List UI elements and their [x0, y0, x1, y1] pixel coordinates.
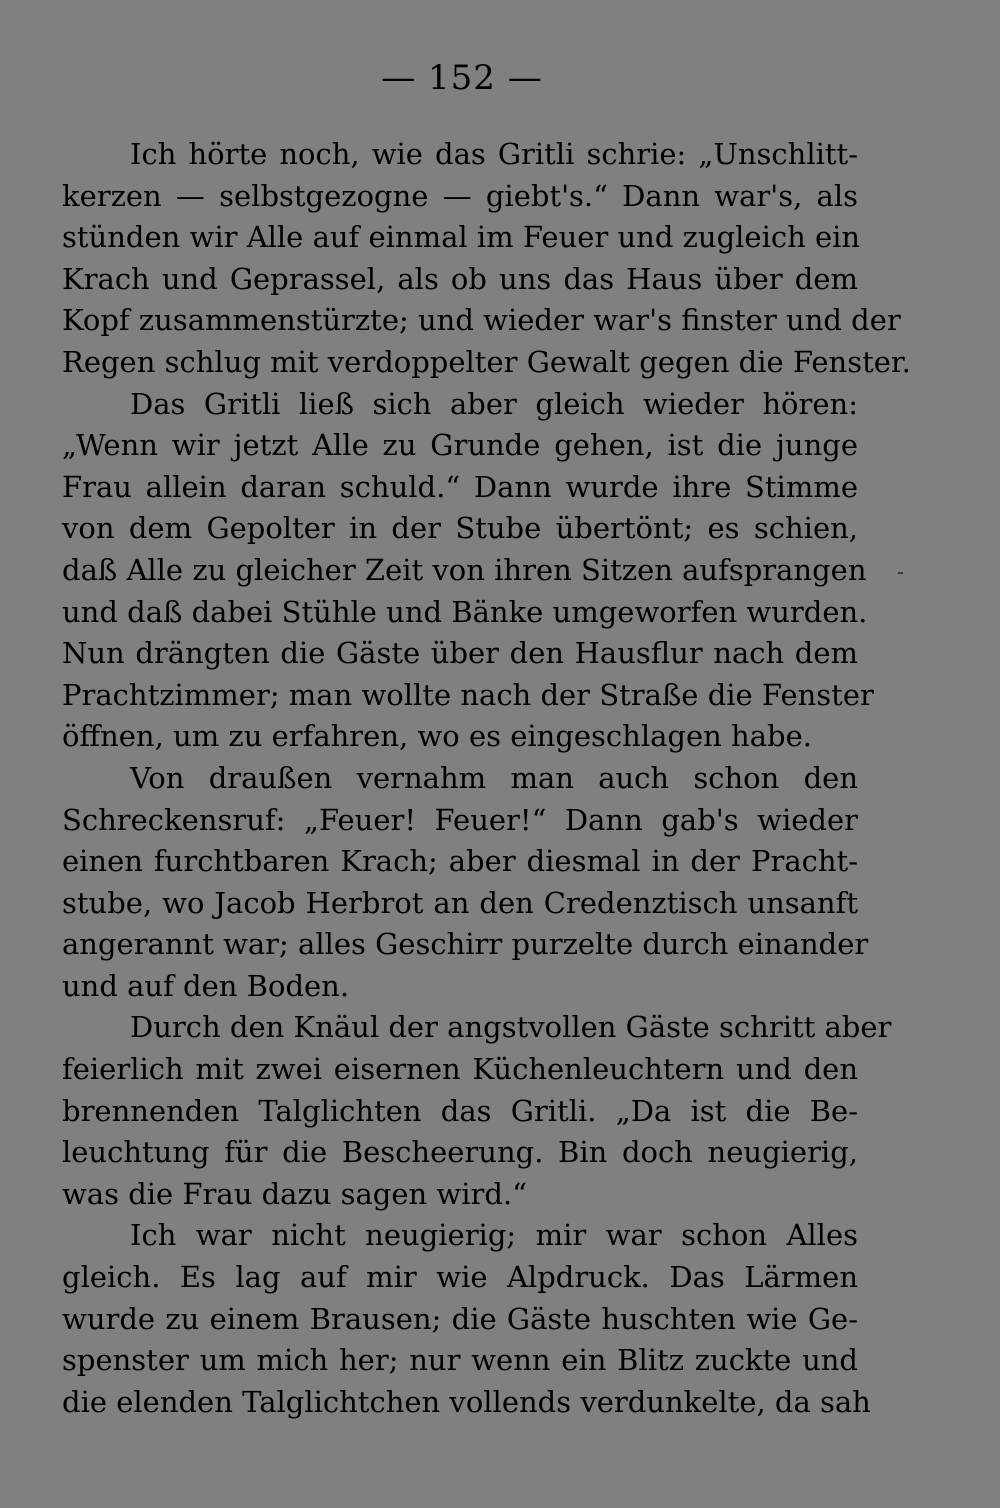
text-line: von dem Gepolter in der Stube übertönt; es schien,	[62, 511, 858, 546]
text-line: öffnen, um zu erfahren, wo es eingeschlagen habe.	[62, 719, 812, 754]
text-line: „Wenn wir jetzt Alle zu Grunde gehen, ist die junge	[62, 428, 858, 463]
text-line: kerzen — selbstgezogne — giebt's.“ Dann war's, als	[62, 178, 858, 213]
text-line: Frau allein daran schuld.“ Dann wurde ihre Stimme	[62, 469, 858, 504]
text-line: brennenden Talglichten das Gritli. „Da ist die Be-	[62, 1093, 858, 1128]
text-line: daß Alle zu gleicher Zeit von ihren Sitzen aufsprangen	[62, 552, 867, 587]
text-line: Krach und Geprassel, als ob uns das Haus über dem	[62, 261, 858, 296]
text-line: Das Gritli ließ sich aber gleich wieder hören:	[130, 386, 858, 421]
body-text	[62, 134, 911, 1423]
text-line: gleich. Es lag auf mir wie Alpdruck. Das Lärmen	[62, 1260, 858, 1295]
text-line: Kopf zusammenstürzte; und wieder war's finster und der	[62, 303, 901, 338]
margin-mark	[898, 572, 903, 574]
text-line: Von draußen vernahm man auch schon den	[130, 760, 858, 795]
text-line: Nun drängten die Gäste über den Hausflur nach dem	[62, 636, 858, 671]
text-line: einen furchtbaren Krach; aber diesmal in der Pracht-	[62, 844, 858, 879]
text-line: und auf den Boden.	[62, 968, 350, 1003]
text-line: Ich war nicht neugierig; mir war schon Alles	[130, 1218, 858, 1253]
text-line: Regen schlug mit verdoppelter Gewalt gegen die Fenster.	[62, 344, 911, 379]
text-line: Schreckensruf: „Feuer! Feuer!“ Dann gab's wieder	[62, 802, 858, 837]
text-line: spenster um mich her; nur wenn ein Blitz zuckte und	[62, 1343, 858, 1378]
text-line: was die Frau dazu sagen wird.“	[62, 1176, 527, 1211]
text-line: feierlich mit zwei eisernen Küchenleuchtern und den	[62, 1052, 858, 1087]
page-number: — 152 —	[381, 58, 543, 98]
text-line: Ich hörte noch, wie das Gritli schrie: „Unschlitt-	[130, 137, 858, 171]
text-line: angerannt war; alles Geschirr purzelte durch einander	[62, 927, 869, 962]
text-line: Prachtzimmer; man wollte nach der Straße die Fenster	[62, 677, 874, 712]
text-line: Durch den Knäul der angstvollen Gäste schritt aber	[130, 1010, 892, 1045]
text-line: stube, wo Jacob Herbrot an den Credenztisch unsanft	[62, 885, 858, 920]
text-line: die elenden Talglichtchen vollends verdunkelte, da sah	[62, 1384, 871, 1419]
text-line: leuchtung für die Bescheerung. Bin doch neugierig,	[62, 1135, 858, 1170]
text-line: und daß dabei Stühle und Bänke umgeworfen wurden.	[62, 594, 868, 629]
text-line: stünden wir Alle auf einmal im Feuer und zugleich ein	[62, 220, 861, 255]
text-line: wurde zu einem Brausen; die Gäste huschten wie Ge-	[62, 1301, 858, 1336]
